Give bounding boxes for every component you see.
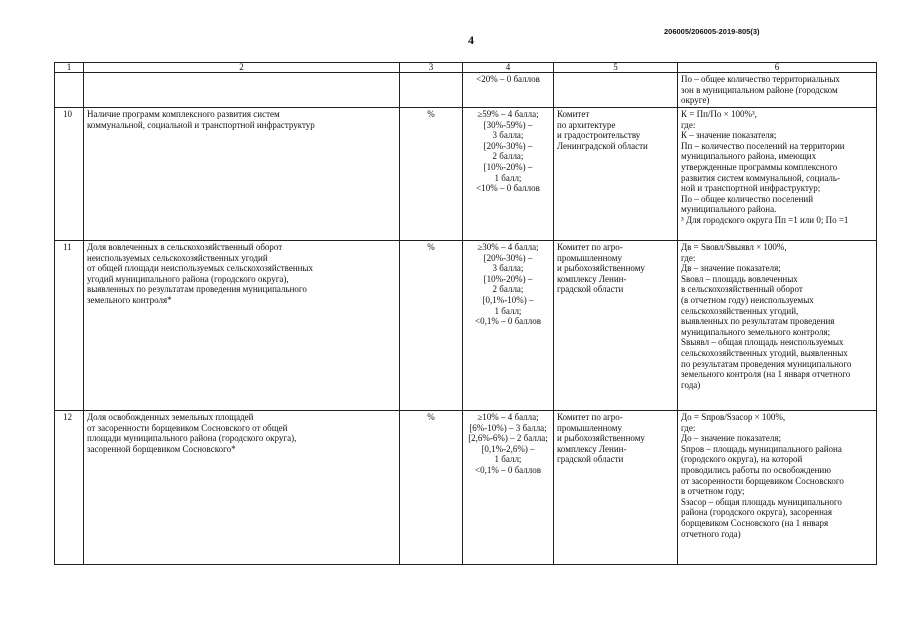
- scores-line: [20%-30%) –: [483, 140, 533, 151]
- scores-line: [30%-59%) –: [483, 119, 533, 130]
- scores-line: <0,1% – 0 баллов: [475, 464, 541, 475]
- responsible-line: Комитет: [557, 109, 590, 119]
- responsible-line: промышленному: [557, 422, 622, 433]
- formula-line: сельскохозяйственных угодий,: [681, 305, 799, 316]
- header-col-6: 6: [678, 63, 877, 73]
- scores-line: [10%-20%) –: [483, 161, 533, 172]
- formula-cell: [678, 108, 877, 241]
- responsible-cell: [554, 73, 678, 108]
- document-code: 206005/206005-2019-805(3): [664, 27, 760, 36]
- header-col-3: 3: [400, 63, 463, 73]
- formula-line: в сельскохозяйственный оборот: [681, 284, 803, 295]
- responsible-line: и рыбохозяйственному: [557, 433, 645, 444]
- unit-cell: %: [400, 411, 463, 565]
- indicator-name-line: засоренной борщевиком Сосновского*: [87, 443, 236, 454]
- scores-line: 1 балл;: [494, 305, 522, 316]
- row-number-cell: 12: [55, 411, 84, 565]
- row-number-cell: 11: [55, 241, 84, 411]
- indicator-name-cell: [84, 411, 400, 565]
- formula-line: где:: [681, 252, 696, 263]
- responsible-line: промышленному: [557, 252, 622, 263]
- unit-cell: [400, 73, 463, 108]
- responsible-line: и градостроительству: [557, 130, 641, 141]
- header-row: [55, 63, 877, 73]
- scores-cell: [463, 73, 554, 108]
- scores-cell: [463, 411, 554, 565]
- formula-line: проводились работы по освобождению: [681, 464, 831, 475]
- formula-line: Sзасор – общая площадь муниципального: [681, 496, 842, 507]
- responsible-line: Ленинградской области: [557, 140, 648, 151]
- formula-cell: [678, 241, 877, 411]
- formula-line: Пп – количество поселений на территории: [681, 140, 845, 151]
- indicator-name-line: угодий муниципального района (городского округа),: [87, 273, 289, 284]
- formula-line: района (городского округа), засоренная: [681, 507, 833, 518]
- scores-line: 2 балла;: [492, 284, 524, 295]
- responsible-line: градской области: [557, 284, 624, 295]
- responsible-line: Комитет по агро-: [557, 242, 623, 252]
- indicator-name-line: коммунальной, социальной и транспортной инфраструктур: [87, 119, 315, 130]
- formula-line: утвержденные программы комплексного: [681, 161, 838, 172]
- formula-line: ³ Для городского округа Пп =1 или 0; По =1: [681, 214, 849, 225]
- responsible-line: градской области: [557, 454, 624, 465]
- scores-line: <20% – 0 баллов: [476, 74, 540, 84]
- scores-line: [6%-10%) – 3 балла;: [469, 422, 547, 433]
- formula-line: По – общее количество поселений: [681, 193, 814, 204]
- indicator-name-line: Наличие программ комплексного развития систем: [87, 109, 280, 119]
- formula-line: по результатам проведения муниципального: [681, 358, 852, 369]
- header-col-4: 4: [463, 63, 554, 73]
- formula-line: развития систем коммунальной, социаль-: [681, 172, 840, 183]
- scores-line: [20%-30%) –: [483, 252, 533, 263]
- formula-line: в отчетном году;: [681, 486, 745, 497]
- indicator-name-line: площади муниципального района (городского округа),: [87, 433, 297, 444]
- scores-line: 3 балла;: [492, 263, 524, 274]
- formula-line: отчетного года): [681, 528, 741, 539]
- formula-line: Sвовл – площадь вовлеченных: [681, 273, 798, 284]
- scores-line: ≥30% – 4 балла;: [477, 242, 539, 252]
- formula-cell: [678, 411, 877, 565]
- scores-line: 3 балла;: [492, 130, 524, 141]
- unit-cell: %: [400, 108, 463, 241]
- row-number-cell: 10: [55, 108, 84, 241]
- scores-line: ≥10% – 4 балла;: [477, 412, 539, 422]
- formula-line: выявленных по результатам проведения: [681, 316, 835, 327]
- formula-line: округе): [681, 95, 710, 106]
- table-row: [55, 108, 877, 241]
- indicator-name-line: от засоренности борщевиком Сосновского от общей: [87, 422, 288, 433]
- formula-line: До = Sпров/Sзасор × 100%,: [681, 412, 786, 422]
- formula-line: от засоренности борщевиком Сосновского: [681, 475, 844, 486]
- formula-line: борщевиком Сосновского (на 1 января: [681, 517, 829, 528]
- formula-line: где:: [681, 422, 696, 433]
- scores-line: [10%-20%) –: [483, 273, 533, 284]
- responsible-line: комплексу Ленин-: [557, 443, 627, 454]
- indicator-name-line: от общей площади неиспользуемых сельскохозяйственных: [87, 263, 314, 274]
- responsible-line: и рыбохозяйственному: [557, 263, 645, 274]
- formula-line: К – значение показателя;: [681, 130, 777, 141]
- formula-line: муниципального района.: [681, 204, 777, 215]
- indicator-name-line: земельного контроля*: [87, 294, 172, 305]
- indicator-name-cell: [84, 108, 400, 241]
- scores-line: [2,6%-6%) – 2 балла;: [468, 433, 548, 444]
- scores-line: <10% – 0 баллов: [476, 183, 540, 194]
- formula-line: (в отчетном году) неиспользуемых: [681, 294, 814, 305]
- scores-line: [0,1%-10%) –: [482, 294, 534, 305]
- indicator-name-cell: [84, 241, 400, 411]
- scores-line: 2 балла;: [492, 151, 524, 162]
- scores-cell: [463, 241, 554, 411]
- formula-line: где:: [681, 119, 696, 130]
- scores-line: [0,1%-2,6%) –: [481, 443, 535, 454]
- formula-line: года): [681, 379, 701, 390]
- formula-line: По – общее количество территориальных: [681, 74, 840, 84]
- formula-cell: [678, 73, 877, 108]
- responsible-cell: [554, 108, 678, 241]
- responsible-line: комплексу Ленин-: [557, 273, 627, 284]
- page-number: 4: [468, 33, 474, 47]
- formula-line: муниципального района, имеющих: [681, 151, 817, 162]
- indicator-name-line: Доля освобожденных земельных площадей: [87, 412, 254, 422]
- formula-line: Sвыявл – общая площадь неиспользуемых: [681, 337, 844, 348]
- scores-line: 1 балл;: [494, 172, 522, 183]
- indicator-name-line: выявленных по результатам проведения муниципального: [87, 284, 307, 295]
- formula-line: ной и транспортной инфраструктур;: [681, 183, 821, 194]
- responsible-cell: [554, 411, 678, 565]
- formula-line: Дв = Sвовл/Sвыявл × 100%,: [681, 242, 787, 252]
- scores-line: <0,1% – 0 баллов: [475, 316, 541, 327]
- formula-line: земельного контроля (на 1 января отчетного: [681, 369, 851, 380]
- indicator-name-line: неиспользуемых сельскохозяйственных угодий: [87, 252, 268, 263]
- table-row: [55, 241, 877, 411]
- formula-line: сельскохозяйственных угодий, выявленных: [681, 347, 848, 358]
- formula-line: Sпров – площадь муниципального района: [681, 443, 842, 454]
- responsible-line: Комитет по агро-: [557, 412, 623, 422]
- formula-line: зон в муниципальном районе (городском: [681, 84, 838, 95]
- unit-cell: %: [400, 241, 463, 411]
- formula-line: муниципального земельного контроля;: [681, 326, 831, 337]
- indicator-name-cell: [84, 73, 400, 108]
- formula-line: До – значение показателя;: [681, 433, 781, 444]
- indicators-table: [54, 62, 877, 565]
- scores-line: 1 балл;: [494, 454, 522, 465]
- table-row: [55, 73, 877, 108]
- header-col-5: 5: [554, 63, 678, 73]
- indicator-name-line: Доля вовлеченных в сельскохозяйственный оборот: [87, 242, 283, 252]
- header-col-2: 2: [84, 63, 400, 73]
- formula-line: К = Пп/По × 100%³,: [681, 109, 757, 119]
- responsible-line: по архитектуре: [557, 119, 616, 130]
- responsible-cell: [554, 241, 678, 411]
- scores-line: ≥59% – 4 балла;: [477, 109, 539, 119]
- formula-line: (городского округа), на которой: [681, 454, 803, 465]
- row-number-cell: [55, 73, 84, 108]
- header-col-1: 1: [55, 63, 84, 73]
- scores-cell: [463, 108, 554, 241]
- formula-line: Дв – значение показателя;: [681, 263, 781, 274]
- table-row: [55, 411, 877, 565]
